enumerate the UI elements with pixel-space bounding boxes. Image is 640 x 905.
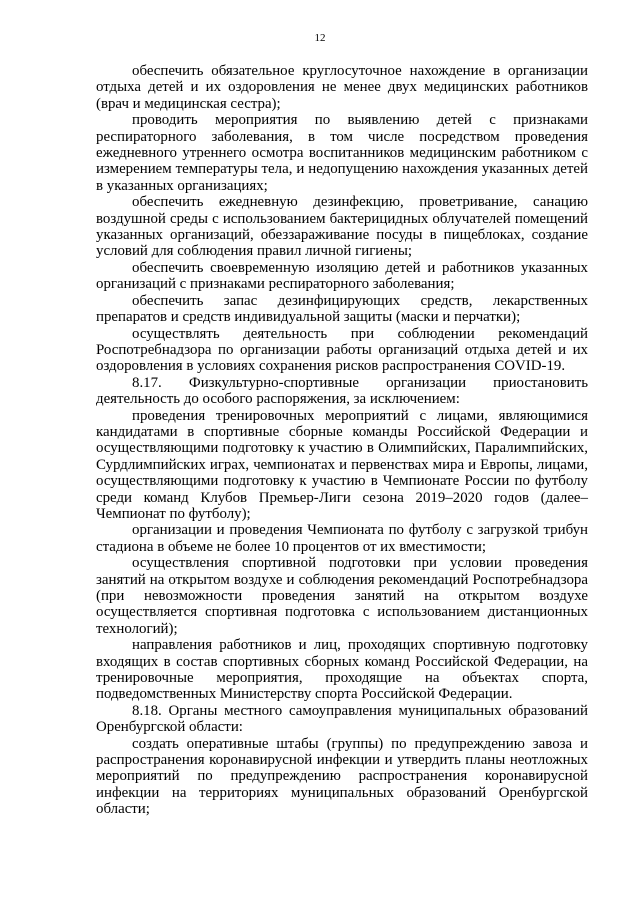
paragraph-respiratory-detection: проводить мероприятия по выявлению детей с признаками респираторного заболевания, в том числе посредством проведения ежедневного утреннего осмотра воспитанников медицинским работником с измерением температуры тела, и недопущению нахождения указанных детей в указанных организациях;	[96, 112, 588, 194]
document-body	[96, 63, 588, 818]
paragraph-medical-staff: обеспечить обязательное круглосуточное нахождение в организации отдыха детей и их оздоровления не менее двух медицинских работников (врач и медицинская сестра);	[96, 63, 588, 112]
paragraph-section-8-17: 8.17. Физкультурно-спортивные организации приостановить деятельность до особого распоряжения, за исключением:	[96, 374, 588, 408]
paragraph-isolation: обеспечить своевременную изоляцию детей и работников указанных организаций с признаками респираторного заболевания;	[96, 259, 588, 293]
paragraph-team-referral: направления работников и лиц, проходящих спортивную подготовку входящих в состав спортивных сборных команд Российской Федерации, на тренировочные мероприятия, проходящие на объектах спорта, подведомственных Министерству спорта Российской Федерации.	[96, 637, 588, 703]
paragraph-rospotrebnadzor: осуществлять деятельность при соблюдении рекомендаций Роспотребнадзора по организации работы организаций отдыха детей и их оздоровления в условиях сохранения рисков распространения COVID-19.	[96, 325, 588, 375]
paragraph-supplies: обеспечить запас дезинфицирующих средств, лекарственных препаратов и средств индивидуальной защиты (маски и перчатки);	[96, 292, 588, 326]
paragraph-training-events: проведения тренировочных мероприятий с лицами, являющимися кандидатами в спортивные сборные команды Российской Федерации и осуществляющими подготовку к участию в Олимпийских, Паралимпийских, Сурдлимпийских играх, чемпионатах и первенствах мира и Европы, лицами, осуществляющими подготовку к участию в Чемпионате России по футболу среди команд Клубов Премьер-Лиги сезона 2019–2020 годов (далее– Чемпионат по футболу);	[96, 407, 588, 522]
paragraph-section-8-18: 8.18. Органы местного самоуправления муниципальных образований Оренбургской области:	[96, 702, 588, 736]
paragraph-disinfection: обеспечить ежедневную дезинфекцию, проветривание, санацию воздушной среды с использованием бактерицидных облучателей помещений указанных организаций, обеззараживание посуды в пищеблоках, создание условий для соблюдения правил личной гигиены;	[96, 194, 588, 260]
paragraph-outdoor-training: осуществления спортивной подготовки при условии проведения занятий на открытом воздухе и соблюдения рекомендаций Роспотребнадзора (при невозможности проведения занятий на открытом воздухе осуществляется спортивная подготовка с использованием дистанционных технологий);	[96, 555, 588, 637]
paragraph-football-championship: организации и проведения Чемпионата по футболу с загрузкой трибун стадиона в объеме не более 10 процентов от их вместимости;	[96, 522, 588, 555]
page-number: 12	[314, 32, 326, 44]
paragraph-operational-headquarters: создать оперативные штабы (группы) по предупреждению завоза и распространения коронавирусной инфекции и утвердить планы неотложных мероприятий по предупреждению распространения коронавирусной инфекции на территориях муниципальных образований Оренбургской области;	[96, 735, 588, 818]
